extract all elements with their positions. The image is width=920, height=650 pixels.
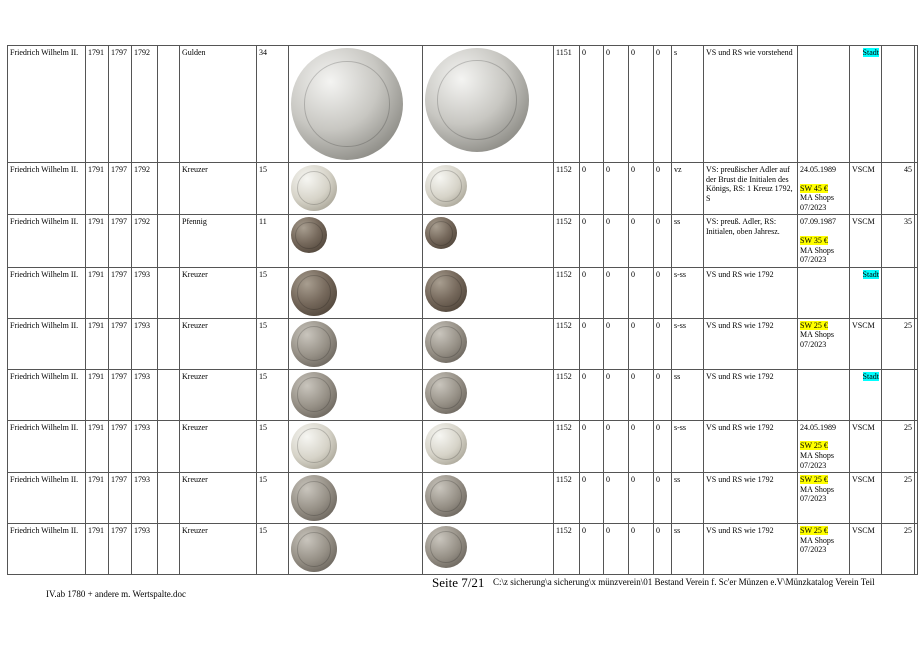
obverse-image-cell <box>289 267 423 318</box>
valuation-cell <box>798 318 850 369</box>
count-1: 0 <box>580 473 604 524</box>
diameter-mm: 15 <box>257 473 289 524</box>
owner-cell <box>850 369 882 420</box>
empty-cell <box>915 420 918 472</box>
catalog-number: 1152 <box>554 524 580 575</box>
description: VS und RS wie 1792 <box>704 420 798 472</box>
obverse-image-cell <box>289 524 423 575</box>
count-3: 0 <box>629 267 654 318</box>
count-1: 0 <box>580 524 604 575</box>
valuation-cell <box>798 369 850 420</box>
coin-reverse-image <box>425 48 529 152</box>
count-3: 0 <box>629 369 654 420</box>
ruler-name: Friedrich Wilhelm II. <box>8 473 86 524</box>
description: VS: preußischer Adler auf der Brust die Initialen des Königs, RS: 1 Kreuz 1792, S <box>704 163 798 215</box>
description: VS und RS wie 1792 <box>704 267 798 318</box>
obverse-image-cell <box>289 46 423 163</box>
reign-start: 1791 <box>86 524 109 575</box>
diameter-mm: 15 <box>257 267 289 318</box>
table-row <box>8 46 918 163</box>
count-4: 0 <box>654 420 672 472</box>
price: 35 <box>882 215 915 267</box>
grade: s-ss <box>672 318 704 369</box>
mint-year: 1792 <box>132 215 158 267</box>
count-4: 0 <box>654 369 672 420</box>
reverse-image-cell <box>423 473 554 524</box>
coin-reverse-image <box>425 526 467 568</box>
grade: ss <box>672 524 704 575</box>
reign-end: 1797 <box>109 267 132 318</box>
reign-end: 1797 <box>109 163 132 215</box>
reign-start: 1791 <box>86 420 109 472</box>
owner-cell: VSCM <box>850 420 882 472</box>
coin-reverse-image <box>425 372 467 414</box>
denomination: Kreuzer <box>180 524 257 575</box>
ruler-name: Friedrich Wilhelm II. <box>8 420 86 472</box>
owner-badge-stadt: Stadt <box>862 48 879 57</box>
diameter-mm: 15 <box>257 163 289 215</box>
count-1: 0 <box>580 267 604 318</box>
diameter-mm: 34 <box>257 46 289 163</box>
value-badge: SW 25 € <box>800 526 828 536</box>
count-2: 0 <box>604 369 629 420</box>
mint-year: 1793 <box>132 420 158 472</box>
ruler-name: Friedrich Wilhelm II. <box>8 524 86 575</box>
ruler-name: Friedrich Wilhelm II. <box>8 215 86 267</box>
table-row <box>8 267 918 318</box>
table-row <box>8 524 918 575</box>
mint-year: 1793 <box>132 473 158 524</box>
value-badge: SW 25 € <box>800 475 828 485</box>
empty-cell <box>915 163 918 215</box>
empty-cell <box>915 473 918 524</box>
count-2: 0 <box>604 524 629 575</box>
reign-start: 1791 <box>86 46 109 163</box>
description: VS und RS wie vorstehend <box>704 46 798 163</box>
reign-end: 1797 <box>109 46 132 163</box>
catalog-number: 1152 <box>554 163 580 215</box>
denomination: Kreuzer <box>180 473 257 524</box>
coin-reverse-image <box>425 321 467 363</box>
ruler-name: Friedrich Wilhelm II. <box>8 267 86 318</box>
denomination: Kreuzer <box>180 318 257 369</box>
owner-badge-stadt: Stadt <box>862 269 879 279</box>
mint-year: 1793 <box>132 267 158 318</box>
count-4: 0 <box>654 267 672 318</box>
coin-obverse-image <box>291 423 337 469</box>
obverse-image-cell <box>289 369 423 420</box>
coin-obverse-image <box>291 165 337 211</box>
price: 25 <box>882 473 915 524</box>
grade: s-ss <box>672 420 704 472</box>
count-1: 0 <box>580 163 604 215</box>
diameter-mm: 15 <box>257 369 289 420</box>
coin-obverse-image <box>291 321 337 367</box>
description: VS und RS wie 1792 <box>704 369 798 420</box>
catalog-number: 1152 <box>554 267 580 318</box>
count-2: 0 <box>604 318 629 369</box>
mint-year: 1793 <box>132 369 158 420</box>
count-4: 0 <box>654 524 672 575</box>
empty-cell <box>158 267 180 318</box>
count-3: 0 <box>629 420 654 472</box>
mint-year: 1793 <box>132 318 158 369</box>
empty-cell <box>158 420 180 472</box>
count-1: 0 <box>580 369 604 420</box>
reign-start: 1791 <box>86 473 109 524</box>
table-row <box>8 473 918 524</box>
diameter-mm: 15 <box>257 524 289 575</box>
description: VS und RS wie 1792 <box>704 524 798 575</box>
acquisition-date: 24.05.1989 <box>800 165 836 174</box>
valuation-cell <box>798 473 850 524</box>
reign-end: 1797 <box>109 524 132 575</box>
catalog-number: 1151 <box>554 46 580 163</box>
valuation-cell <box>798 267 850 318</box>
count-2: 0 <box>604 420 629 472</box>
obverse-image-cell <box>289 420 423 472</box>
empty-cell <box>158 163 180 215</box>
count-1: 0 <box>580 46 604 163</box>
coin-catalog-table <box>7 45 918 575</box>
count-2: 0 <box>604 267 629 318</box>
grade: ss <box>672 215 704 267</box>
coin-reverse-image <box>425 165 467 207</box>
description: VS: preuß. Adler, RS: Initialen, oben Jahresz. <box>704 215 798 267</box>
obverse-image-cell <box>289 163 423 215</box>
empty-cell <box>158 524 180 575</box>
price <box>882 369 915 420</box>
value-badge: SW 35 € <box>800 235 828 245</box>
reverse-image-cell <box>423 318 554 369</box>
coin-obverse-image <box>291 270 337 316</box>
count-4: 0 <box>654 46 672 163</box>
reverse-image-cell <box>423 163 554 215</box>
price: 25 <box>882 420 915 472</box>
count-1: 0 <box>580 215 604 267</box>
denomination: Gulden <box>180 46 257 163</box>
value-source: MA Shops 07/2023 <box>800 484 835 504</box>
reign-end: 1797 <box>109 369 132 420</box>
grade: ss <box>672 473 704 524</box>
ruler-name: Friedrich Wilhelm II. <box>8 318 86 369</box>
valuation-cell <box>798 524 850 575</box>
price <box>882 267 915 318</box>
catalog-number: 1152 <box>554 369 580 420</box>
denomination: Kreuzer <box>180 420 257 472</box>
count-3: 0 <box>629 46 654 163</box>
mint-year: 1792 <box>132 46 158 163</box>
count-4: 0 <box>654 215 672 267</box>
count-3: 0 <box>629 473 654 524</box>
count-4: 0 <box>654 163 672 215</box>
reign-start: 1791 <box>86 215 109 267</box>
denomination: Kreuzer <box>180 163 257 215</box>
count-3: 0 <box>629 318 654 369</box>
count-3: 0 <box>629 524 654 575</box>
file-path-line-1: C:\z sicherung\a sicherung\x münzverein\01 Bestand Verein f. Sc'er Münzen e.V\Münzkatalog Verein Teil <box>493 577 875 587</box>
reverse-image-cell <box>423 369 554 420</box>
valuation-cell <box>798 215 850 267</box>
empty-cell <box>915 215 918 267</box>
reverse-image-cell <box>423 267 554 318</box>
ruler-name: Friedrich Wilhelm II. <box>8 163 86 215</box>
empty-cell <box>915 318 918 369</box>
owner-cell: VSCM <box>850 215 882 267</box>
catalog-number: 1152 <box>554 473 580 524</box>
reverse-image-cell <box>423 215 554 267</box>
description: VS und RS wie 1792 <box>704 318 798 369</box>
count-3: 0 <box>629 163 654 215</box>
diameter-mm: 15 <box>257 420 289 472</box>
mint-year: 1792 <box>132 163 158 215</box>
owner-cell <box>850 267 882 318</box>
mint-year: 1793 <box>132 524 158 575</box>
obverse-image-cell <box>289 215 423 267</box>
owner-cell <box>850 46 882 163</box>
coin-obverse-image <box>291 217 327 253</box>
reign-end: 1797 <box>109 215 132 267</box>
valuation-cell <box>798 420 850 472</box>
reverse-image-cell <box>423 420 554 472</box>
catalog-number: 1152 <box>554 318 580 369</box>
ruler-name: Friedrich Wilhelm II. <box>8 46 86 163</box>
coin-obverse-image <box>291 372 337 418</box>
value-source: MA Shops 07/2023 <box>800 450 835 470</box>
count-1: 0 <box>580 420 604 472</box>
coin-reverse-image <box>425 270 467 312</box>
coin-reverse-image <box>425 423 467 465</box>
obverse-image-cell <box>289 473 423 524</box>
count-1: 0 <box>580 318 604 369</box>
page-number: Seite 7/21 <box>432 575 485 590</box>
catalog-number: 1152 <box>554 420 580 472</box>
grade: ss <box>672 369 704 420</box>
coin-reverse-image <box>425 217 457 249</box>
obverse-image-cell <box>289 318 423 369</box>
grade: s <box>672 46 704 163</box>
empty-cell <box>158 318 180 369</box>
owner-badge-stadt: Stadt <box>862 371 879 381</box>
count-3: 0 <box>629 215 654 267</box>
empty-cell <box>158 369 180 420</box>
reverse-image-cell <box>423 524 554 575</box>
ruler-name: Friedrich Wilhelm II. <box>8 369 86 420</box>
table-row <box>8 163 918 215</box>
grade: vz <box>672 163 704 215</box>
count-2: 0 <box>604 473 629 524</box>
empty-cell <box>915 267 918 318</box>
grade: s-ss <box>672 267 704 318</box>
denomination: Pfennig <box>180 215 257 267</box>
empty-cell <box>158 215 180 267</box>
table-row <box>8 215 918 267</box>
count-2: 0 <box>604 215 629 267</box>
denomination: Kreuzer <box>180 267 257 318</box>
reign-start: 1791 <box>86 318 109 369</box>
diameter-mm: 15 <box>257 318 289 369</box>
table-row <box>8 369 918 420</box>
value-source: MA Shops 07/2023 <box>800 330 835 349</box>
table-row <box>8 318 918 369</box>
coin-obverse-image <box>291 48 403 160</box>
reign-start: 1791 <box>86 369 109 420</box>
owner-cell: VSCM <box>850 318 882 369</box>
description: VS und RS wie 1792 <box>704 473 798 524</box>
reign-start: 1791 <box>86 267 109 318</box>
empty-cell <box>915 369 918 420</box>
value-source: MA Shops 07/2023 <box>800 245 835 265</box>
diameter-mm: 11 <box>257 215 289 267</box>
count-2: 0 <box>604 46 629 163</box>
denomination: Kreuzer <box>180 369 257 420</box>
coin-obverse-image <box>291 526 337 572</box>
file-path-line-2: IV.ab 1780 + andere m. Wertspalte.doc <box>46 589 186 599</box>
coin-obverse-image <box>291 475 337 521</box>
reign-end: 1797 <box>109 473 132 524</box>
price: 45 <box>882 163 915 215</box>
empty-cell <box>915 46 918 163</box>
empty-cell <box>158 46 180 163</box>
value-source: MA Shops 07/2023 <box>800 193 835 212</box>
price: 25 <box>882 318 915 369</box>
owner-cell: VSCM <box>850 524 882 575</box>
reign-end: 1797 <box>109 318 132 369</box>
empty-cell <box>915 524 918 575</box>
catalog-number: 1152 <box>554 215 580 267</box>
valuation-cell <box>798 163 850 215</box>
table-row <box>8 420 918 472</box>
value-badge: SW 25 € <box>800 441 828 451</box>
reign-end: 1797 <box>109 420 132 472</box>
price <box>882 46 915 163</box>
value-badge: SW 25 € <box>800 320 828 330</box>
coin-reverse-image <box>425 475 467 517</box>
valuation-cell <box>798 46 850 163</box>
acquisition-date: 07.09.1987 <box>800 217 836 227</box>
empty-cell <box>158 473 180 524</box>
owner-cell: VSCM <box>850 473 882 524</box>
count-4: 0 <box>654 318 672 369</box>
value-badge: SW 45 € <box>800 183 828 193</box>
acquisition-date: 24.05.1989 <box>800 422 836 432</box>
reign-start: 1791 <box>86 163 109 215</box>
owner-cell: VSCM <box>850 163 882 215</box>
price: 25 <box>882 524 915 575</box>
count-2: 0 <box>604 163 629 215</box>
value-source: MA Shops 07/2023 <box>800 535 835 555</box>
reverse-image-cell <box>423 46 554 163</box>
count-4: 0 <box>654 473 672 524</box>
